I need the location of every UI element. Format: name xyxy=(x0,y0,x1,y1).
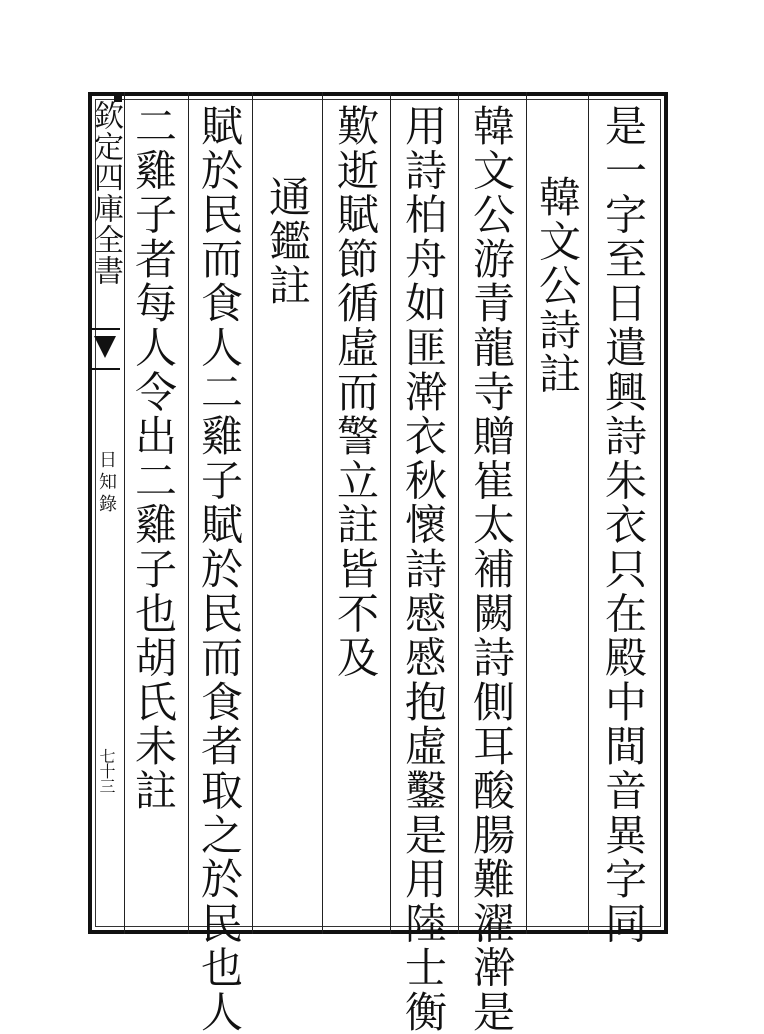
spine-book-title: 日知錄 xyxy=(96,450,117,516)
text-column-7: 賦於民而食人二雞子賦於民而食者取之於民也人 xyxy=(195,104,244,1034)
spine-page-number: 七十三 xyxy=(97,748,116,793)
text-column-8: 二雞子者每人令出二雞子也胡氏未註 xyxy=(129,104,178,813)
fish-tail-mark xyxy=(92,328,120,370)
column-rule xyxy=(526,92,527,934)
text-column-3: 韓文公游青龍寺贈崔太補闕詩側耳酸腸難濯澣是 xyxy=(467,104,516,1034)
column-rule xyxy=(252,92,253,934)
column-rule xyxy=(390,92,391,934)
text-column-1: 是一字至日遣興詩朱衣只在殿中間音異字同 xyxy=(599,104,648,946)
column-rule xyxy=(588,92,589,934)
column-rule xyxy=(188,92,189,934)
section-heading-tongjian: 通鑑註 xyxy=(263,175,312,308)
column-rule xyxy=(458,92,459,934)
text-column-5: 歎逝賦節循虛而警立註皆不及 xyxy=(331,104,380,680)
spine-title: 欽定四庫全書 xyxy=(88,100,123,286)
column-rule xyxy=(322,92,323,934)
section-heading-han-wengong: 韓文公詩註 xyxy=(533,175,582,397)
text-column-4: 用詩柏舟如匪澣衣秋懷詩慼慼抱虛鑿是用陸士衡 xyxy=(399,104,448,1034)
